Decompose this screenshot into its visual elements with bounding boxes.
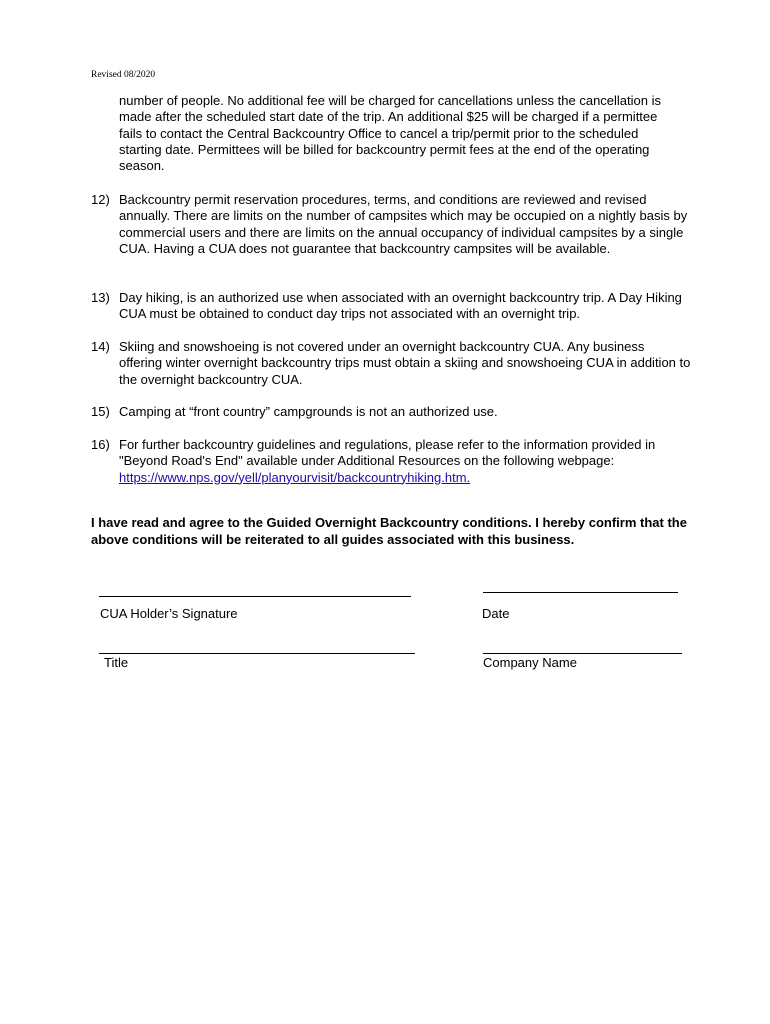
list-item-number: 13) [91,290,110,305]
list-item-text: Backcountry permit reservation procedures, terms, and conditions are reviewed and revised annually. There are limits on the number of campsites which may be occupied on a nightly basis by commercial users and there are limits on the annual occupancy of individual campsites by a single CUA. Having a CUA does not guarantee that backcountry campsites will be available. [119,192,688,256]
agreement-statement: I have read and agree to the Guided Overnight Backcountry conditions. I hereby confirm that the above conditions will be reiterated to all guides associated with this business. [91,515,687,547]
list-item-13 [91,290,691,323]
list-item-15 [91,404,691,420]
date-line[interactable] [483,592,678,593]
list-item-number: 15) [91,404,110,419]
company-name-label: Company Name [483,655,577,670]
list-item-number: 14) [91,339,110,354]
list-item-16 [91,437,691,486]
continuation-paragraph: number of people. No additional fee will be charged for cancellations unless the cancellation is made after the scheduled start date of the trip. An additional $25 will be charged if a permittee fails to contact the Central Backcountry Office to cancel a trip/permit prior to the scheduled starting date. Permittees will be billed for backcountry permit fees at the end of the operating season. [119,93,661,174]
date-label: Date [482,606,510,621]
title-label: Title [104,655,129,670]
list-item-14 [91,339,691,388]
list-item-12 [91,192,691,257]
backcountry-hiking-link[interactable]: https://www.nps.gov/yell/planyourvisit/backcountryhiking.htm. [119,469,471,485]
list-item-text: Camping at “front country” campgrounds is not an authorized use. [119,404,498,419]
list-item-text: For further backcountry guidelines and regulations, please refer to the information provided in "Beyond Road's End" available under Additional Resources on the following webpage: [119,437,656,469]
signature-line[interactable] [99,596,411,597]
list-item-text: Skiing and snowshoeing is not covered under an overnight backcountry CUA. Any business offering winter overnight backcountry trips must obtain a skiing and snowshoeing CUA in addition to the overnight backcountry CUA. [119,339,691,387]
company-name-line[interactable] [483,653,682,654]
list-item-number: 12) [91,192,110,207]
signature-label: CUA Holder’s Signature [100,606,238,621]
list-item-text: Day hiking, is an authorized use when associated with an overnight backcountry trip. A Day Hiking CUA must be obtained to conduct day trips not associated with an overnight trip. [119,290,682,322]
title-line[interactable] [99,653,415,654]
revised-date: Revised 08/2020 [91,70,156,80]
list-item-number: 16) [91,437,110,452]
